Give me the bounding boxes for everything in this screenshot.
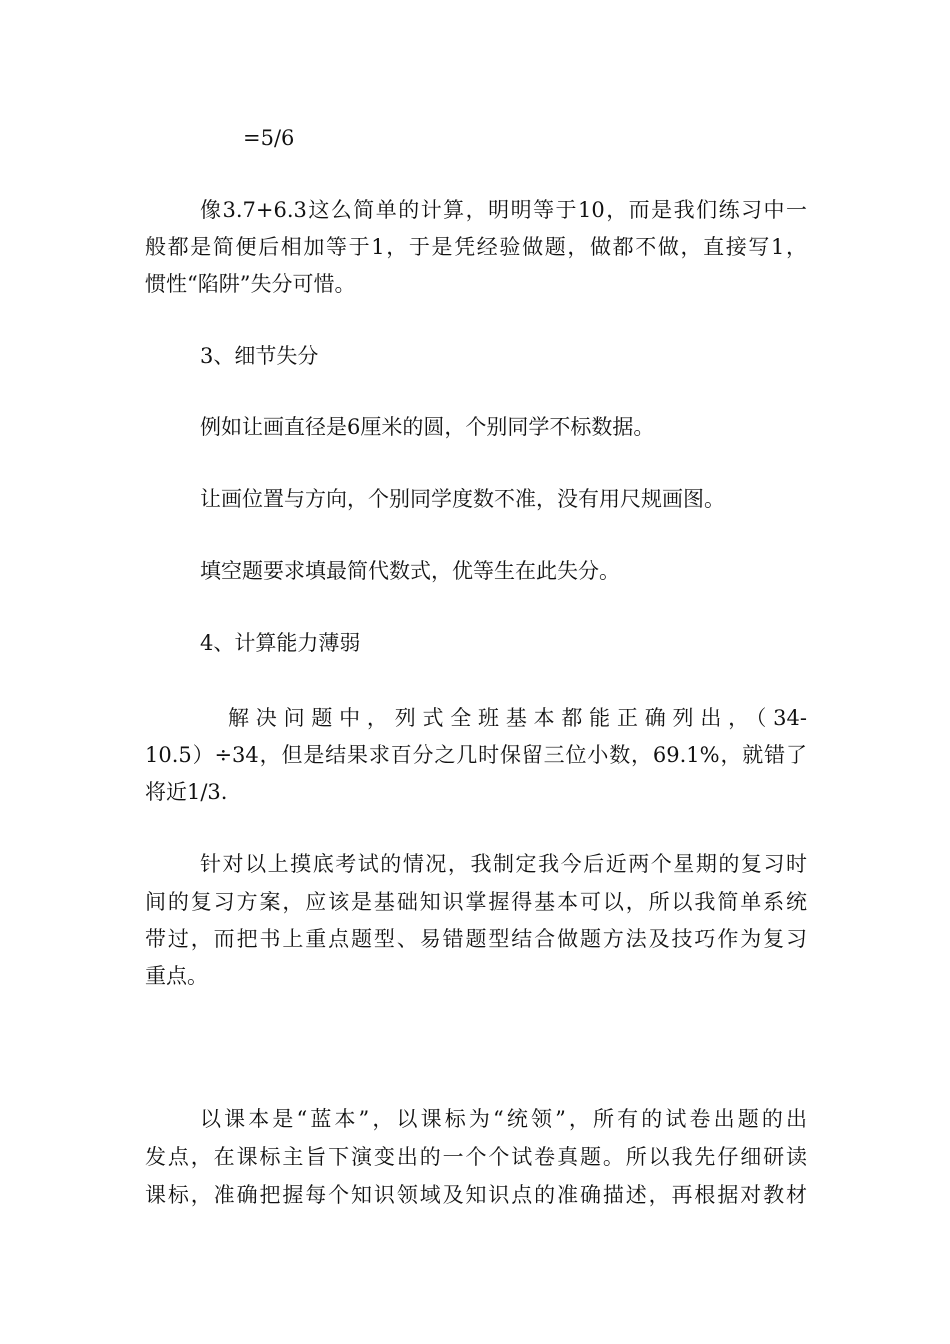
paragraph-line: 间的复习方案，应该是基础知识掌握得基本可以，所以我简单系统 [145, 890, 807, 914]
section-heading: 3、细节失分 [200, 344, 319, 368]
paragraph-line: 发点，在课标主旨下演变出的一个个试卷真题。所以我先仔细研读 [145, 1145, 807, 1169]
equation-line: =5/6 [243, 126, 295, 150]
section-heading: 4、计算能力薄弱 [200, 631, 361, 655]
paragraph-line: 例如让画直径是6厘米的圆，个别同学不标数据。 [200, 415, 655, 439]
paragraph-line: 带过，而把书上重点题型、易错题型结合做题方法及技巧作为复习 [145, 927, 807, 951]
paragraph-line: 以课本是“蓝本”，以课标为“统领”，所有的试卷出题的出 [200, 1107, 807, 1131]
paragraph-line: 10.5）÷34，但是结果求百分之几时保留三位小数，69.1%，就错了 [145, 743, 807, 767]
paragraph-line: 解决问题中，列式全班基本都能正确列出，（34- [228, 706, 807, 730]
paragraph-line: 像3.7+6.3这么简单的计算，明明等于10，而是我们练习中一 [200, 198, 807, 222]
paragraph-line: 填空题要求填最简代数式，优等生在此失分。 [200, 559, 620, 583]
paragraph-line: 让画位置与方向，个别同学度数不准，没有用尺规画图。 [200, 487, 725, 511]
paragraph-line: 般都是简便后相加等于1，于是凭经验做题，做都不做，直接写1， [145, 235, 807, 259]
paragraph-line: 针对以上摸底考试的情况，我制定我今后近两个星期的复习时 [200, 852, 807, 876]
paragraph-line: 重点。 [145, 964, 208, 988]
paragraph-line: 惯性“陷阱”失分可惜。 [145, 272, 356, 296]
paragraph-line: 将近1/3. [145, 780, 228, 804]
paragraph-line: 课标，准确把握每个知识领域及知识点的准确描述，再根据对教材 [145, 1183, 807, 1207]
